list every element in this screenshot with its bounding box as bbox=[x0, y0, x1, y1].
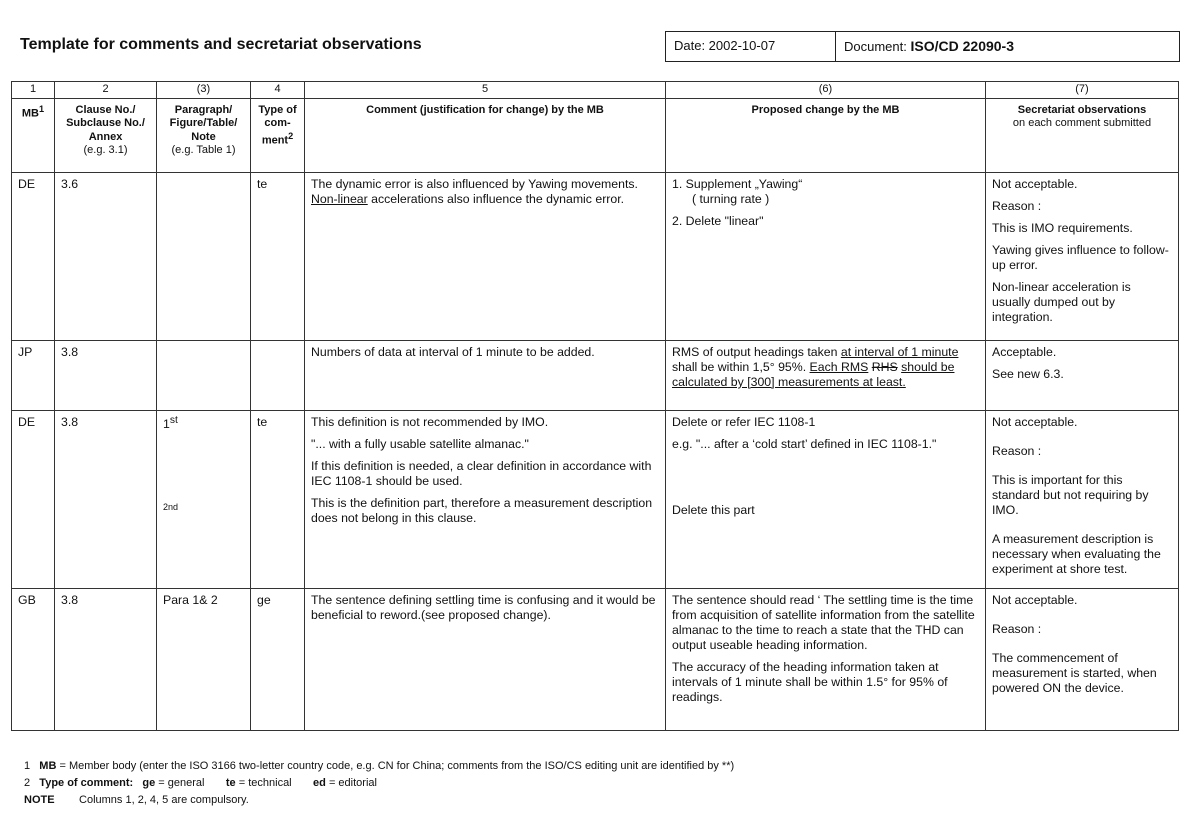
header-mb: $MB^1$ bbox=[12, 99, 55, 173]
column-number-row bbox=[12, 82, 1179, 99]
cell-mb: JP bbox=[12, 341, 55, 411]
footnote-2: 2 Type of comment: ge = general te = technical ed = editorial bbox=[24, 777, 377, 789]
table-row bbox=[12, 411, 1179, 589]
header-paragraph: Paragraph/ Figure/Table/ Note (e.g. Table 1) bbox=[157, 99, 251, 173]
document-value: ISO/CD 22090-3 bbox=[910, 38, 1014, 54]
col-num: (7) bbox=[986, 82, 1179, 99]
cell-comment: The dynamic error is also influenced by Yawing movements. Non-linear accelerations also influence the dynamic error. bbox=[305, 173, 666, 341]
cell-paragraph: Para 1& 2 bbox=[157, 589, 251, 731]
table-row bbox=[12, 341, 1179, 411]
col-num: (3) bbox=[157, 82, 251, 99]
page-title: Template for comments and secretariat observations bbox=[20, 36, 422, 53]
table-row bbox=[12, 589, 1179, 731]
cell-mb: GB bbox=[12, 589, 55, 731]
document-label: Document: bbox=[844, 39, 907, 54]
cell-mb: DE bbox=[12, 411, 55, 589]
header-box bbox=[665, 31, 1180, 62]
col-num: 2 bbox=[55, 82, 157, 99]
cell-observation: Not acceptable. Reason : This is important for this standard but not requiring by IMO. A measurement description is necessary when evaluating the experiment at shore test. bbox=[986, 411, 1179, 589]
header-comment: Comment (justification for change) by the MB bbox=[305, 99, 666, 173]
cell-comment: This definition is not recommended by IMO. "... with a fully usable satellite almanac." If this definition is needed, a clear definition in accordance with IEC 1108-1 should be used. This is the definition part, therefore a measurement description does not belong in this clause. bbox=[305, 411, 666, 589]
col-num: 1 bbox=[12, 82, 55, 99]
cell-proposed: The sentence should read ‘ The settling time is the time from acquisition of satellite information from the satellite almanac to the time to reach a state that the THD can output useable heading information. The accuracy of the heading information taken at intervals of 1 minute shall be within 1.5° for 95% of readings. bbox=[666, 589, 986, 731]
cell-proposed: RMS of output headings taken at interval of 1 minute shall be within 1,5° 95%. Each RMS RHS should be calculated by [300] measurements at least. bbox=[666, 341, 986, 411]
cell-proposed: Delete or refer IEC 1108-1 e.g. "... after a ‘cold start’ defined in IEC 1108-1." Delete this part bbox=[666, 411, 986, 589]
table-row bbox=[12, 173, 1179, 341]
cell-observation: Not acceptable. Reason : This is IMO requirements. Yawing gives influence to follow-up error. Non-linear acceleration is usually dumped out by integration. bbox=[986, 173, 1179, 341]
cell-clause: 3.6 bbox=[55, 173, 157, 341]
header-row bbox=[12, 99, 1179, 173]
cell-type: te bbox=[251, 411, 305, 589]
cell-observation: Acceptable. See new 6.3. bbox=[986, 341, 1179, 411]
cell-type: ge bbox=[251, 589, 305, 731]
cell-comment: The sentence defining settling time is confusing and it would be beneficial to reword.(see proposed change). bbox=[305, 589, 666, 731]
cell-observation: Not acceptable. Reason : The commencement of measurement is started, when powered ON the device. bbox=[986, 589, 1179, 731]
cell-type bbox=[251, 341, 305, 411]
header-secretariat: Secretariat observations on each comment submitted bbox=[986, 99, 1179, 173]
cell-clause: 3.8 bbox=[55, 341, 157, 411]
cell-type: te bbox=[251, 173, 305, 341]
cell-mb: DE bbox=[12, 173, 55, 341]
col-num: 5 bbox=[305, 82, 666, 99]
date-field: Date: 2002-10-07 bbox=[666, 32, 836, 61]
cell-proposed: 1. Supplement „Yawing“ ( turning rate ) 2. Delete "linear" bbox=[666, 173, 986, 341]
footnote-note: NOTE Columns 1, 2, 4, 5 are compulsory. bbox=[24, 794, 249, 806]
cell-clause: 3.8 bbox=[55, 411, 157, 589]
cell-paragraph: 1st 2nd bbox=[157, 411, 251, 589]
comments-table bbox=[11, 81, 1179, 731]
header-proposed: Proposed change by the MB bbox=[666, 99, 986, 173]
document-field bbox=[836, 32, 1179, 61]
cell-paragraph bbox=[157, 173, 251, 341]
cell-comment: Numbers of data at interval of 1 minute to be added. bbox=[305, 341, 666, 411]
cell-paragraph bbox=[157, 341, 251, 411]
col-num: (6) bbox=[666, 82, 986, 99]
cell-clause: 3.8 bbox=[55, 589, 157, 731]
header-type: Type of com- ment$^2$ bbox=[251, 99, 305, 173]
footnote-1: 1 MB = Member body (enter the ISO 3166 two-letter country code, e.g. CN for China; comments from the ISO/CS editing unit are identified by **) bbox=[24, 760, 735, 772]
header-clause: Clause No./ Subclause No./ Annex (e.g. 3.1) bbox=[55, 99, 157, 173]
col-num: 4 bbox=[251, 82, 305, 99]
